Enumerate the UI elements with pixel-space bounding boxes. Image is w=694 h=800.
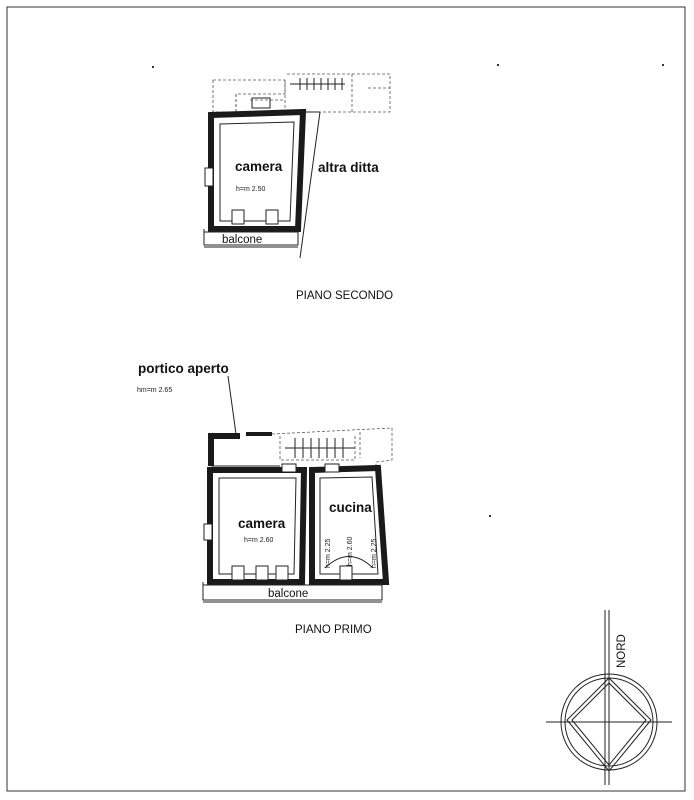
lower-balcony-label: balcone	[268, 588, 309, 600]
north-compass	[546, 610, 672, 785]
upper-floor-plan	[204, 74, 393, 302]
lower-floor-title: PIANO PRIMO	[295, 624, 372, 636]
upper-room-height: h=m 2.50	[236, 186, 266, 193]
porch-label: portico aperto	[138, 361, 229, 376]
lower-room-height: h=m 2.60	[244, 537, 274, 544]
kitchen-height-left: h=m 2.25	[325, 538, 332, 568]
upper-room-label: camera	[235, 159, 283, 174]
kitchen-height-center: h=m 2.60	[347, 536, 354, 566]
upper-neighbor-label: altra ditta	[318, 160, 379, 175]
lower-floor-plan	[137, 361, 392, 636]
registration-marks	[152, 64, 664, 517]
lower-balcony-doors	[232, 566, 352, 580]
porch-height: hm=m 2.65	[137, 387, 173, 394]
compass-label: NORD	[616, 634, 628, 668]
lower-room-label: camera	[238, 516, 286, 531]
upper-balcony-label: balcone	[222, 234, 263, 246]
drawing-frame	[7, 7, 685, 791]
kitchen-height-right: h=m 2.25	[371, 538, 378, 568]
upper-balcony-doors	[232, 210, 278, 224]
porch-leader-line	[228, 376, 236, 434]
kitchen-label: cucina	[329, 500, 372, 515]
upper-floor-title: PIANO SECONDO	[296, 290, 394, 302]
upper-stairs-area	[213, 74, 390, 112]
